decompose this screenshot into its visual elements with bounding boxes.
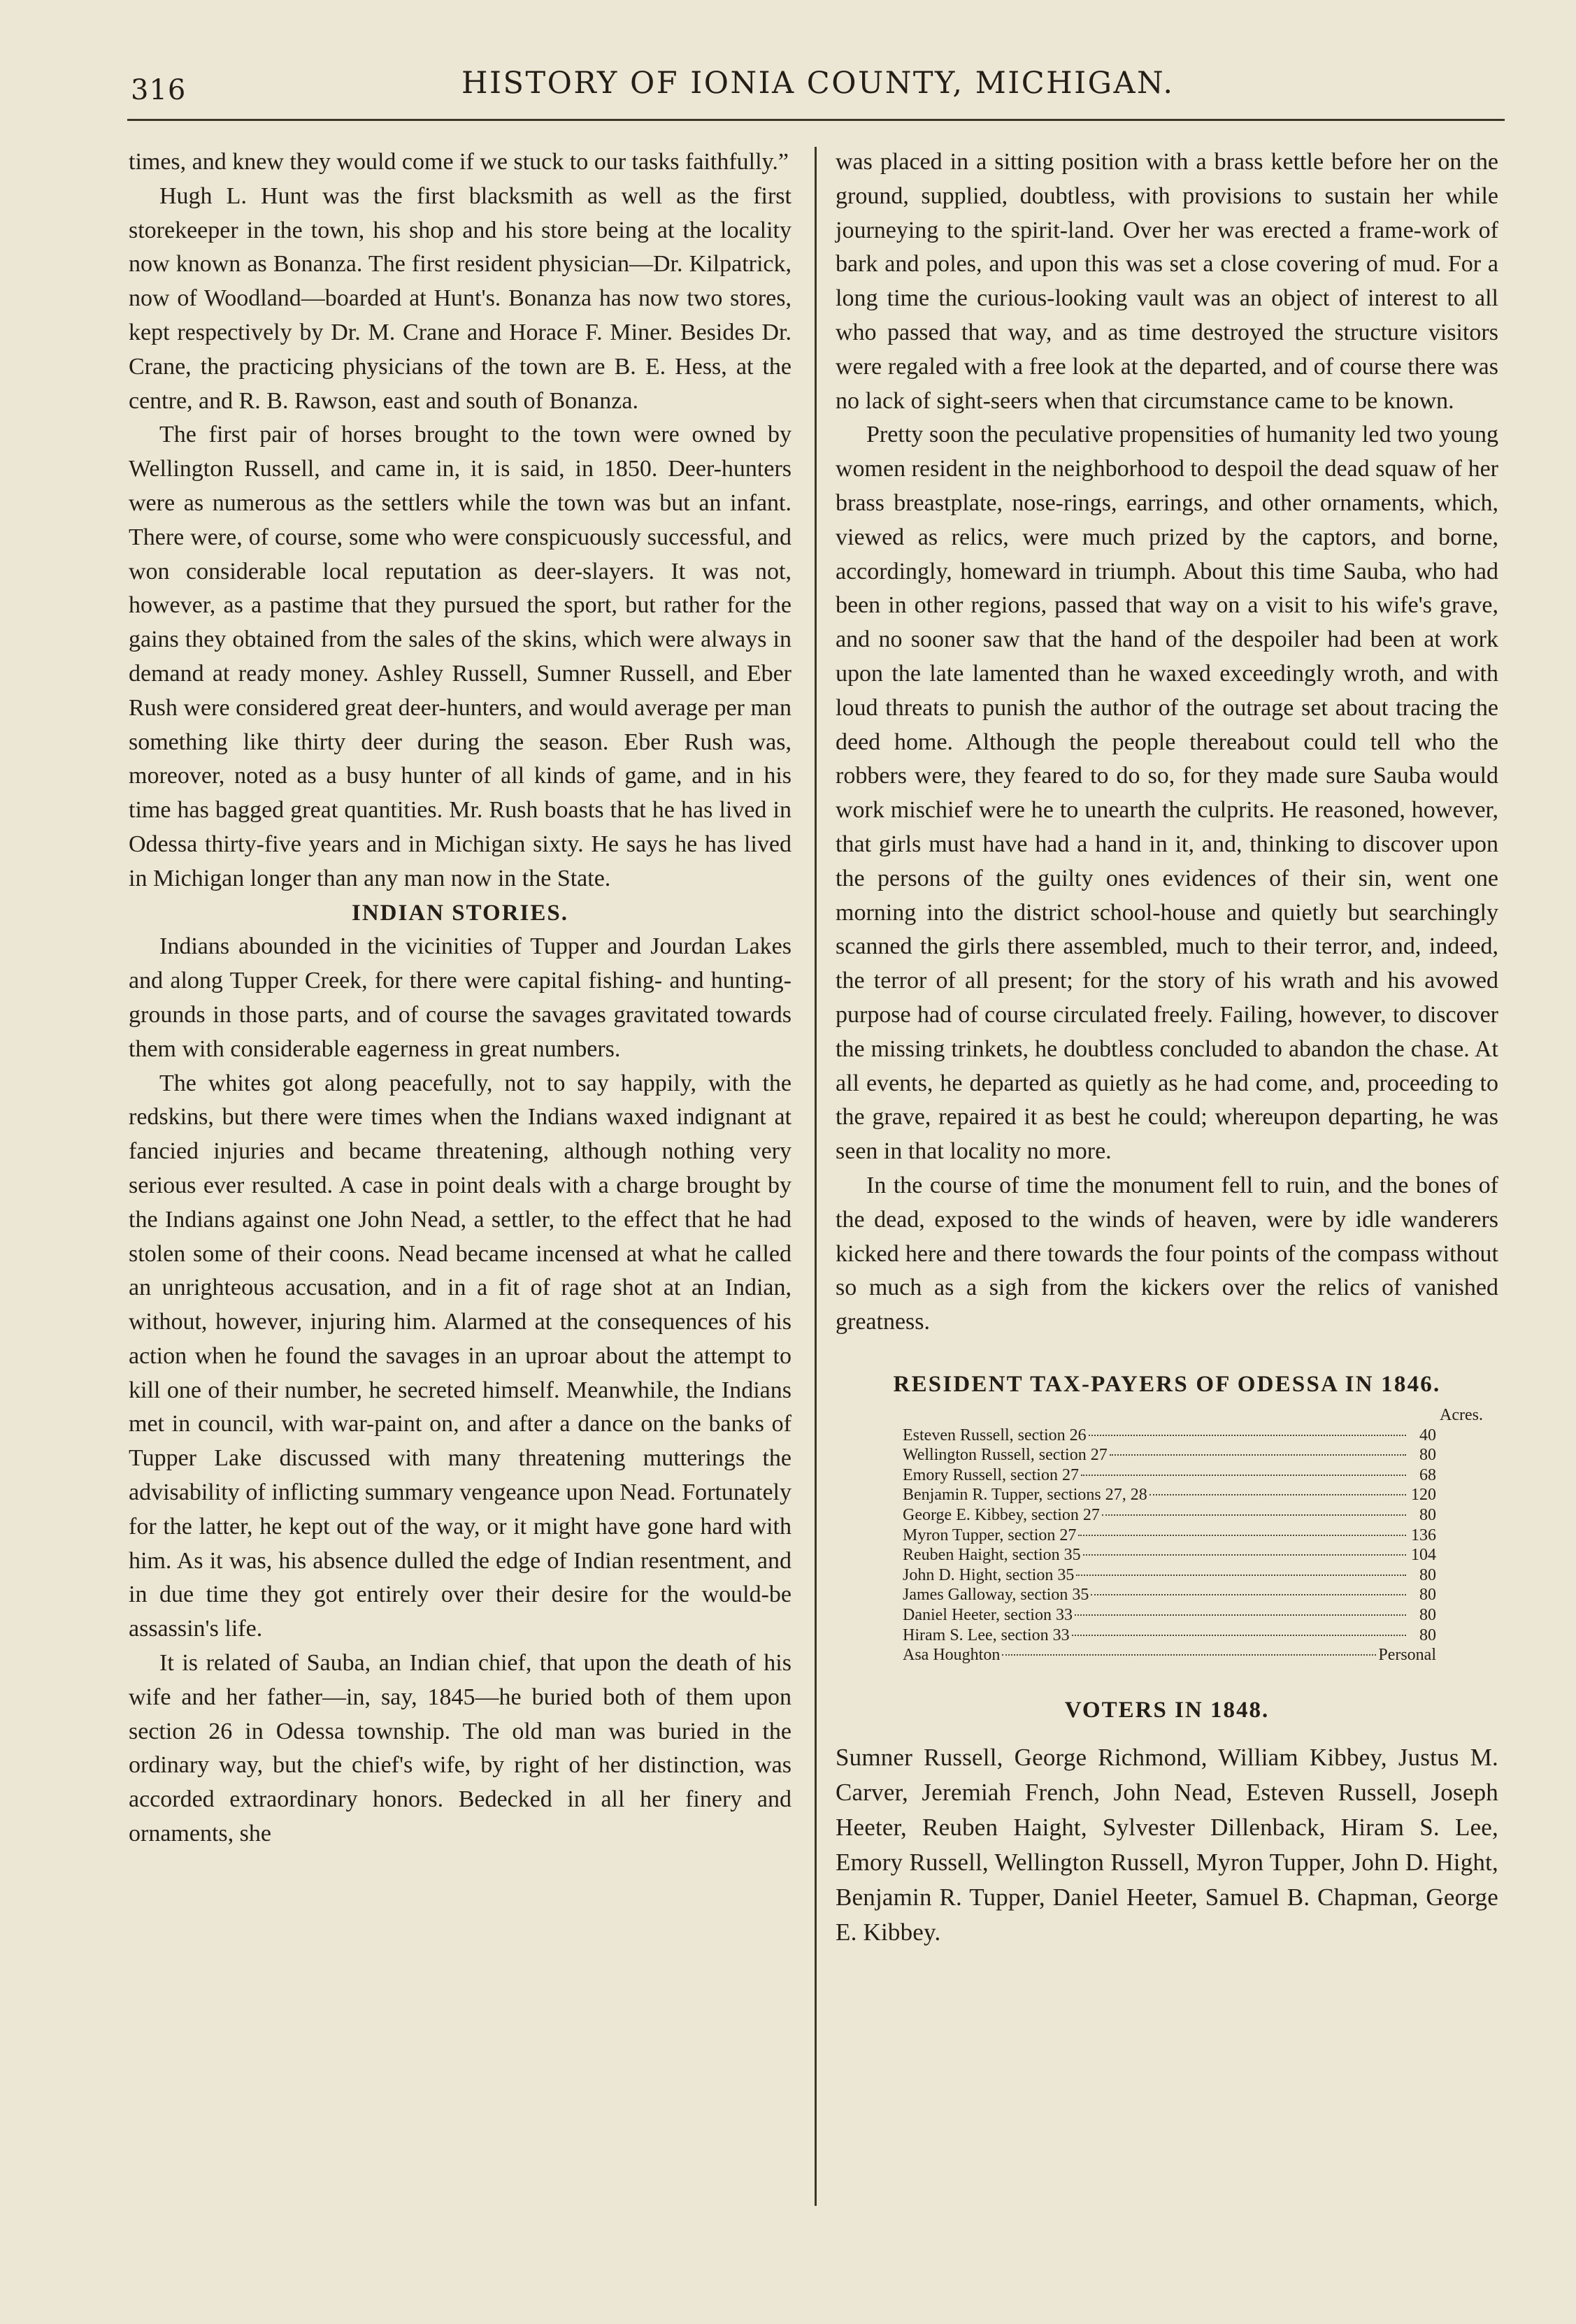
tax-payer-name: Daniel Heeter, section 33 — [903, 1606, 1073, 1625]
tax-payer-acres: 80 — [1419, 1586, 1436, 1605]
paragraph: Pretty soon the peculative propensities of humanity led two young women resident in the neighborhood to despoil the dead squaw of her brass breastplate, nose-rings, earrings, and other ornaments, which, viewed as relics, were much prized by the captors, and borne, accordingly, homeward in triumph. About this time Sauba, who had been in other regions, passed that way on a visit to his wife's grave, and no sooner saw that the hand of the despoiler had been at work upon the late lamented than he waxed exceedingly wroth, and with loud threats to punish the author of the outrage set about tracing the deed home. Although the people thereabout could tell who the robbers were, they feared to do so, for they made sure Sauba would work mischief were he to unearth the culprits. He reasoned, however, that girls must have had a hand in it, and, thinking to discover upon the persons of the guilty ones evidences of their sin, went one morning into the district school-house and quietly but searchingly scanned the girls there assembled, much to their terror, and, indeed, the terror of all present; for the story of his wrath and his avowed purpose had of course circulated freely. Failing, however, to discover the missing trinkets, he doubtless concluded to abandon the chase. At all events, he departed as quietly as he had come, and, proceeding to the grave, repaired it as best he could; whereupon departing, he was seen in that locality no more. — [836, 422, 1498, 1165]
column-divider — [815, 147, 817, 2206]
tax-payer-acres: 68 — [1419, 1465, 1436, 1484]
tax-payer-row — [903, 1465, 1436, 1486]
leader-dots — [1102, 1514, 1406, 1516]
tax-payer-name: Reuben Haight, section 35 — [903, 1546, 1081, 1565]
tax-payers-heading: RESIDENT TAX-PAYERS OF ODESSA IN 1846. — [893, 1371, 1441, 1397]
tax-payers-list — [903, 1426, 1436, 1665]
tax-payer-name: Esteven Russell, section 26 — [903, 1426, 1087, 1444]
running-head: HISTORY OF IONIA COUNTY, MICHIGAN. — [461, 66, 1175, 101]
paragraph: times, and knew they would come if we stuck to our tasks faithfully.” — [129, 149, 789, 175]
paragraph: Hugh L. Hunt was the first blacksmith as well as the first storekeeper in the town, his shop and his store being at the locality now known as Bonanza. The first resident physician—Dr. Kilpatrick, now of Woodland—boarded at Hunt's. Bonanza has now two stores, kept respectively by Dr. M. Crane and Horace F. Miner. Besides Dr. Crane, the practicing physicians of the town are B. E. Hess, at the centre, and R. B. Rawson, east and south of Bonanza. — [129, 182, 791, 414]
tax-payer-row — [903, 1545, 1436, 1565]
leader-dots — [1081, 1474, 1406, 1476]
leader-dots — [1149, 1493, 1406, 1495]
leader-dots — [1002, 1654, 1376, 1656]
paragraph: was placed in a sitting position with a brass kettle before her on the ground, supplied, doubtless, with provisions to sustain her while journeying to the spirit-land. Over her was erected a frame-work of bark and poles, and upon this was set a close covering of mud. For a long time the curious-looking vault was an object of interest to all who passed that way, and as time destroyed the structure visitors were regaled with a free look at the departed, and of course there was no lack of sight-seers when that circumstance came to be known. — [836, 149, 1498, 414]
tax-payer-acres: 80 — [1419, 1626, 1436, 1644]
tax-payer-row — [903, 1585, 1436, 1605]
header-rule — [127, 119, 1505, 121]
leader-dots — [1075, 1614, 1406, 1616]
leader-dots — [1078, 1534, 1406, 1536]
tax-payer-row — [903, 1565, 1436, 1586]
voters-list — [836, 1740, 1498, 1950]
tax-payer-name: Hiram S. Lee, section 33 — [903, 1626, 1070, 1644]
tax-payer-name: John D. Hight, section 35 — [903, 1565, 1075, 1584]
leader-dots — [1110, 1454, 1406, 1456]
tax-payer-row — [903, 1626, 1436, 1646]
leader-dots — [1076, 1574, 1406, 1576]
tax-payer-name: James Galloway, section 35 — [903, 1586, 1089, 1605]
tax-payer-acres: 40 — [1419, 1426, 1436, 1444]
section-heading-indian-stories: INDIAN STORIES. — [352, 900, 568, 926]
right-column — [836, 145, 1498, 1950]
tax-payer-acres: 120 — [1411, 1486, 1436, 1505]
tax-payer-row — [903, 1426, 1436, 1446]
acres-column-label: Acres. — [1440, 1405, 1483, 1424]
tax-payer-name: Asa Houghton — [903, 1646, 1001, 1665]
leader-dots — [1089, 1434, 1406, 1436]
tax-payer-name: Myron Tupper, section 27 — [903, 1526, 1077, 1544]
tax-payer-row — [903, 1505, 1436, 1526]
tax-payer-row — [903, 1645, 1436, 1665]
leader-dots — [1083, 1554, 1406, 1556]
paragraph: The whites got along peacefully, not to say happily, with the redskins, but there were times when the Indians waxed indignant at fancied injuries and became threatening, although nothing very serious ever resulted. A case in point deals with a charge brought by the Indians against one John Nead, a settler, to the effect that he had stolen some of their coons. Nead became incensed at what he called an unrighteous accusation, and in a fit of rage shot at an Indian, without, however, injuring him. Alarmed at the consequences of his action when he found the savages in an uproar about the attempt to kill one of their number, he secreted himself. Meanwhile, the Indians met in council, with war-paint on, and after a dance on the banks of Tupper Lake discussed with many threatening mutterings the advisability of inflicting summary vengeance upon Nead. Fortunately for the latter, he kept out of the way, or it might have gone hard with him. As it was, his absence dulled the edge of Indian resentment, and in due time they got entirely over their desire for the would-be assassin's life. — [129, 1070, 791, 1642]
paragraph: It is related of Sauba, an Indian chief, that upon the death of his wife and her father—in, say, 1845—he buried both of them upon section 26 in Odessa township. The old man was buried in the ordinary way, but the chief's wife, by right of her distinction, was accorded extraordinary honors. Bedecked in all her finery and ornaments, she — [129, 1650, 791, 1847]
tax-payer-name: Benjamin R. Tupper, sections 27, 28 — [903, 1486, 1147, 1505]
left-column — [129, 145, 791, 1851]
paragraph: Indians abounded in the vicinities of Tupper and Jourdan Lakes and along Tupper Creek, for there were capital fishing- and hunting-grounds in those parts, and of course the savages gravitated towards them with considerable eagerness in great numbers. — [129, 933, 791, 1062]
tax-payer-acres: 80 — [1419, 1446, 1436, 1465]
tax-payer-acres: 136 — [1411, 1526, 1436, 1544]
tax-payer-acres: 80 — [1419, 1506, 1436, 1525]
voters-names: Sumner Russell, George Richmond, William Kibbey, Justus M. Carver, Jeremiah French, John Nead, Esteven Russell, Joseph Heeter, Reuben Haight, Sylvester Dillenback, Hiram S. Lee, Emory Russell, Wellington Russell, Myron Tupper, John D. Hight, Benjamin R. Tupper, Daniel Heeter, Samuel B. Chapman, George E. Kibbey. — [836, 1743, 1498, 1946]
tax-payer-name: George E. Kibbey, section 27 — [903, 1506, 1100, 1525]
tax-payer-row — [903, 1445, 1436, 1465]
leader-dots — [1091, 1593, 1406, 1595]
tax-payer-acres: 80 — [1419, 1606, 1436, 1625]
voters-heading: VOTERS IN 1848. — [1064, 1697, 1270, 1723]
tax-payer-acres: 80 — [1419, 1565, 1436, 1584]
tax-payer-name: Emory Russell, section 27 — [903, 1465, 1079, 1484]
tax-payer-name: Wellington Russell, section 27 — [903, 1446, 1108, 1465]
tax-payer-acres: 104 — [1411, 1546, 1436, 1565]
leader-dots — [1072, 1634, 1406, 1636]
tax-payer-row — [903, 1605, 1436, 1626]
tax-payer-row — [903, 1526, 1436, 1546]
tax-payer-row — [903, 1485, 1436, 1505]
page-number: 316 — [131, 74, 187, 106]
paragraph: In the course of time the monument fell to ruin, and the bones of the dead, exposed to the winds of heaven, were by idle wanderers kicked here and there towards the four points of the compass without so much as a sigh from the kickers over the relics of vanished greatness. — [836, 1172, 1498, 1335]
paragraph: The first pair of horses brought to the town were owned by Wellington Russell, and came in, it is said, in 1850. Deer-hunters were as numerous as the settlers while the town was but an infant. There were, of course, some who were conspicuously successful, and won considerable local reputation as deer-slayers. It was not, however, as a pastime that they pursued the sport, but rather for the gains they obtained from the sales of the skins, which were always in demand at ready money. Ashley Russell, Sumner Russell, and Eber Rush were considered great deer-hunters, and would average per man something like thirty deer during the season. Eber Rush was, moreover, noted as a busy hunter of all kinds of game, and in his time has bagged great quantities. Mr. Rush boasts that he has lived in Odessa thirty-five years and in Michigan sixty. He says he has lived in Michigan longer than any man now in the State. — [129, 422, 791, 891]
tax-payer-acres: Personal — [1378, 1646, 1436, 1665]
